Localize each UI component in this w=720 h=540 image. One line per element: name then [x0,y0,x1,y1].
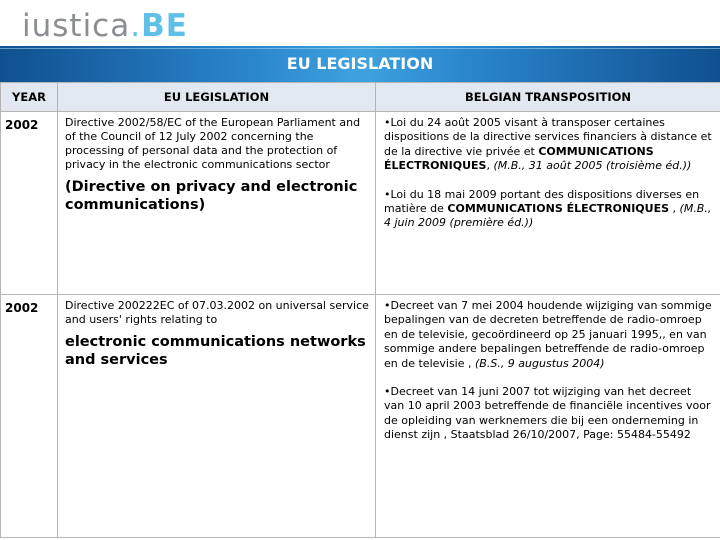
logo-tld: BE [141,8,188,44]
column-header-belgian-transposition: BELGIAN TRANSPOSITION [376,83,720,112]
page-title: EU LEGISLATION [286,54,434,73]
title-highlight-line [0,48,720,49]
logo-main: iustica [22,8,131,44]
title-bar [0,46,720,82]
logo-bar [0,0,720,46]
year-cell: 2002 [1,112,58,295]
legislation-table [0,82,720,538]
directive-text: Directive 2002/58/EC of the European Parliament and of the Council of 12 July 2002 concerning the processing of personal data and the protection of privacy in the electronic communications sector [65,116,361,171]
directive-highlight: electronic communications networks and services [65,334,366,368]
eu-legislation-cell [58,112,376,295]
transposition-cell [376,112,720,295]
iustica-logo[interactable] [22,8,188,44]
column-header-eu-legislation: EU LEGISLATION [58,83,376,112]
year-cell: 2002 [1,295,58,538]
transposition-item: •Loi du 18 mai 2009 portant des dispositions diverses en matière de COMMUNICATIONS ÉLECTRONIQUES , (M.B., 4 juin 2009 (première éd.)) [384,187,712,230]
logo-dot: . [130,8,142,44]
table-header-row [1,83,720,112]
table-row [1,295,720,538]
transposition-item: •Decreet van 14 juni 2007 tot wijziging van het decreet van 10 april 2003 betreffende de financiële incentives voor de opleiding van werknemers die bij een onderneming in dienst zijn , Staatsblad 26/10/2007, Page: 55484-55492 [384,385,711,442]
table-row [1,112,720,295]
transposition-item: •Decreet van 7 mei 2004 houdende wijziging van sommige bepalingen van de decreten betreffende de radio-omroep en de televisie, gecoördineerd op 25 januari 1995,, en van sommige andere bepalingen betreffende de radio-omroep en de televisie , (B.S., 9 augustus 2004) [384,299,712,370]
transposition-item: •Loi du 24 août 2005 visant à transposer certaines dispositions de la directive services financiers à distance et de la directive vie privée et COMMUNICATIONS ÉLECTRONIQUES, (M.B., 31 août 2005 (troisième éd.)) [384,116,712,173]
eu-legislation-cell [58,295,376,538]
directive-highlight: (Directive on privacy and electronic communications) [65,179,358,213]
directive-text: Directive 200222EC of 07.03.2002 on universal service and users' rights relating to [65,299,369,326]
column-header-year: YEAR [1,83,58,112]
transposition-cell [376,295,720,538]
